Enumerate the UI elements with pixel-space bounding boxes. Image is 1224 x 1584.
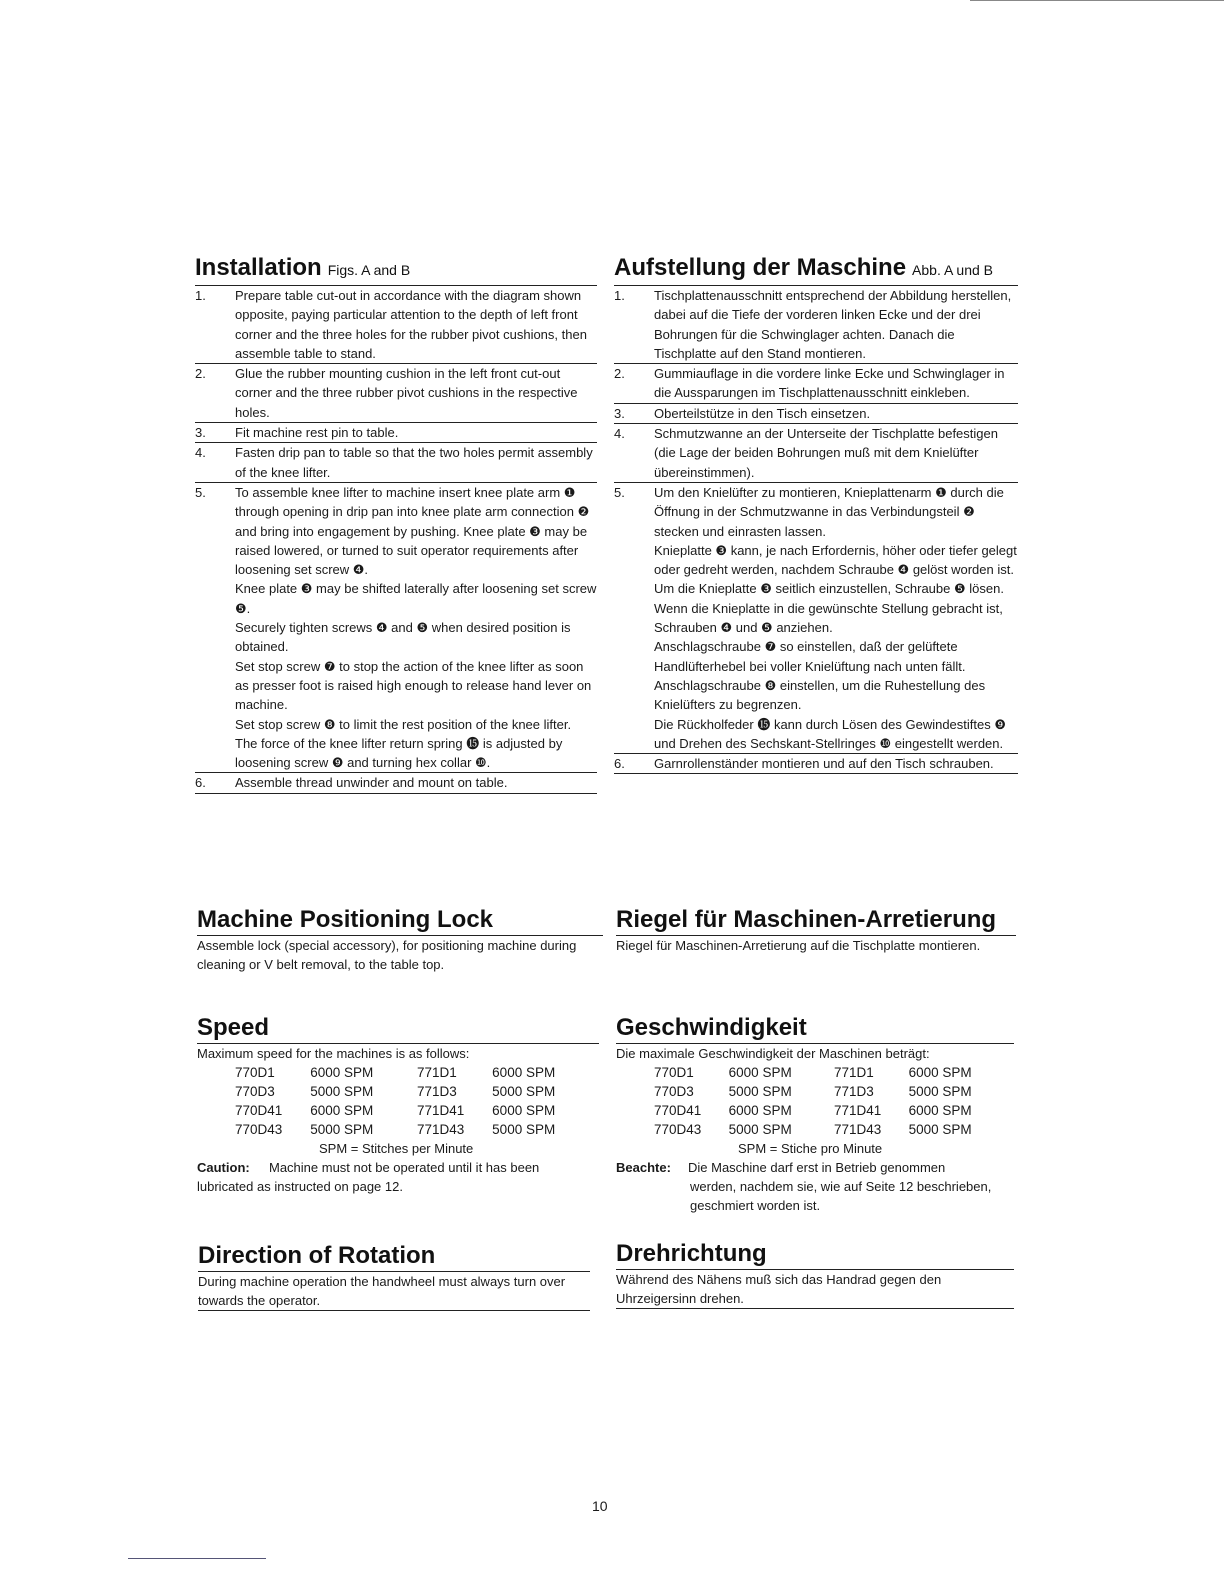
rotation-en-title: Direction of Rotation (198, 1242, 590, 1272)
machine-speed: 5000 SPM (908, 1084, 972, 1099)
machine-model: 771D43 (833, 1122, 882, 1137)
step-number: 1. (614, 288, 625, 303)
step-body (654, 424, 1018, 482)
rotation-de-title: Drehrichtung (616, 1240, 1014, 1270)
speed-de-note: SPM = Stiche pro Minute (738, 1141, 883, 1156)
speed-en-caution (197, 1158, 599, 1177)
installation-section (195, 254, 597, 794)
machine-model: 771D41 (416, 1103, 465, 1118)
machine-model: 770D1 (654, 1065, 694, 1080)
step-paragraph: The force of the knee lifter return spring ⓯ is adjusted by loosening screw ❾ and turning hex collar ❿. (235, 735, 563, 771)
step-body (235, 364, 597, 422)
caution-text-line1: Machine must not be operated until it has been (269, 1160, 540, 1175)
machine-speed: 5000 SPM (728, 1084, 792, 1099)
aufstellung-step-5 (614, 483, 1018, 754)
rotation-de-section (616, 1240, 1014, 1309)
step-paragraph: Knee plate ❸ may be shifted laterally after loosening set screw ❺. (235, 581, 597, 616)
step-paragraph: Fit machine rest pin to table. (235, 425, 399, 441)
step-number: 3. (614, 405, 625, 421)
step-paragraph: Anschlagschraube ❼ so einstellen, daß der gelüftete Handlüfterhebel bei voller Knielüftung nach unten fällt. (654, 639, 966, 674)
aufstellung-step-2 (614, 364, 1018, 404)
step-paragraph: Set stop screw ❼ to stop the action of the knee lifter as soon as presser foot is raised high enough to release hand lever on machine. (235, 658, 592, 713)
step-paragraph: Set stop screw ❽ to limit the rest position of the knee lifter. (235, 716, 572, 732)
speed-en-intro: Maximum speed for the machines is as follows: (197, 1046, 470, 1061)
step-paragraph: Knieplatte ❸ kann, je nach Erfordernis, höher oder tiefer gelegt oder gedreht werden, nachdem Schraube ❹ gelöst worden ist. (654, 542, 1017, 578)
step-number: 6. (195, 775, 206, 791)
machine-speed: 6000 SPM (492, 1065, 556, 1080)
machine-speed: 5000 SPM (492, 1084, 556, 1099)
step-body (654, 754, 1018, 773)
machine-speed: 6000 SPM (908, 1065, 972, 1080)
speed-row (654, 1063, 1014, 1082)
top-edge-rule (970, 0, 1224, 1)
aufstellung-steps (614, 286, 1018, 774)
installation-title: Installation (195, 254, 322, 281)
step-paragraph: Oberteilstütze in den Tisch einsetzen. (654, 405, 871, 421)
step-paragraph: Tischplattenausschnitt entsprechend der Abbildung herstellen, dabei auf die Tiefe der vorderen linken Ecke und der drei Bohrungen für die Schwinglager achten. Danach die Tischplatte auf den Stand montieren. (654, 288, 1012, 361)
speed-en-note: SPM = Stitches per Minute (319, 1141, 474, 1156)
speed-de-section (616, 1014, 1014, 1215)
installation-step-2 (195, 364, 597, 423)
installation-step-1 (195, 286, 597, 364)
machine-model: 770D3 (654, 1084, 694, 1099)
step-paragraph: Prepare table cut-out in accordance with the diagram shown opposite, paying particular attention to the depth of left front corner and the three holes for the rubber pivot cushions, then assemble table to stand. (235, 288, 587, 361)
installation-step-4 (195, 443, 597, 483)
step-body (654, 404, 1018, 423)
machine-speed: 6000 SPM (728, 1103, 792, 1118)
page-number: 10 (592, 1498, 608, 1514)
step-body (654, 483, 1018, 753)
machine-speed: 6000 SPM (908, 1103, 972, 1118)
lock-de-section (616, 906, 1016, 955)
machine-speed: 5000 SPM (492, 1122, 556, 1137)
step-paragraph: Wenn die Knieplatte in die gewünschte Stellung gebracht ist, Schrauben ❹ und ❺ anziehen. (654, 600, 1003, 636)
step-body (654, 286, 1018, 363)
machine-model: 771D1 (833, 1065, 874, 1080)
step-body (235, 286, 597, 363)
rotation-en-section (198, 1242, 590, 1311)
machine-model: 771D3 (833, 1084, 874, 1099)
machine-speed: 5000 SPM (310, 1084, 374, 1099)
lock-de-text: Riegel für Maschinen-Arretierung auf die Tischplatte montieren. (616, 938, 981, 953)
step-number: 4. (614, 426, 625, 442)
step-number: 3. (195, 425, 206, 441)
step-body (235, 443, 597, 482)
step-paragraph: Um die Knieplatte ❸ seitlich einzustellen, Schraube ❺ lösen. (654, 581, 1004, 597)
aufstellung-step-4 (614, 424, 1018, 483)
step-paragraph: Die Rückholfeder ⓯ kann durch Lösen des Gewindestiftes ❾ und Drehen des Sechskant-Stellringes ❿ eingestellt werden. (654, 716, 1007, 751)
caution-label: Caution: (197, 1160, 250, 1175)
machine-speed: 6000 SPM (310, 1065, 374, 1080)
machine-speed: 5000 SPM (908, 1122, 972, 1137)
speed-de-intro: Die maximale Geschwindigkeit der Maschinen beträgt: (616, 1046, 930, 1061)
machine-model: 771D1 (416, 1065, 457, 1080)
installation-steps (195, 286, 597, 794)
step-paragraph: Assemble thread unwinder and mount on table. (235, 775, 508, 791)
speed-row (235, 1101, 599, 1120)
step-number: 4. (195, 445, 206, 461)
step-paragraph: To assemble knee lifter to machine insert knee plate arm ❶ through opening in drip pan into knee plate arm connection ❷ and bring into engagement by pushing. Knee plate ❸ may be raised lowered, or turned to suit operator requirements after loosening set screw ❹. (235, 484, 590, 578)
aufstellung-title: Aufstellung der Maschine (614, 254, 907, 281)
speed-row (654, 1120, 1014, 1139)
speed-row (235, 1082, 599, 1101)
machine-model: 771D3 (416, 1084, 457, 1099)
speed-row (654, 1101, 1014, 1120)
lock-en-section (197, 906, 603, 974)
step-number: 5. (614, 484, 625, 500)
lock-en-title: Machine Positioning Lock (197, 906, 603, 936)
aufstellung-heading (614, 254, 1018, 286)
machine-model: 770D41 (654, 1103, 702, 1118)
caution-text-line2: lubricated as instructed on page 12. (197, 1179, 403, 1194)
bottom-edge-rule (128, 1558, 266, 1559)
step-number: 2. (614, 366, 625, 382)
step-paragraph: Anschlagschraube ❽ einstellen, um die Ruhestellung des Knielüfters zu begrenzen. (654, 677, 986, 713)
speed-de-title: Geschwindigkeit (616, 1014, 1014, 1044)
aufstellung-section (614, 254, 1018, 774)
speed-row (654, 1082, 1014, 1101)
aufstellung-step-6 (614, 754, 1018, 774)
installation-step-5 (195, 483, 597, 773)
step-paragraph: Fasten drip pan to table so that the two holes permit assembly of the knee lifter. (235, 445, 593, 480)
speed-en-title: Speed (197, 1014, 599, 1044)
step-paragraph: Gummiauflage in die vordere linke Ecke und Schwinglager in die Aussparungen im Tischplattenausschnitt einkleben. (654, 366, 1005, 401)
machine-model: 770D3 (235, 1084, 275, 1099)
machine-speed: 6000 SPM (728, 1065, 792, 1080)
aufstellung-step-1 (614, 286, 1018, 364)
rotation-de-text: Während des Nähens muß sich das Handrad gegen den Uhrzeigersinn drehen. (616, 1270, 1014, 1309)
speed-en-table (235, 1063, 599, 1139)
speed-de-table (654, 1063, 1014, 1139)
lock-en-text: Assemble lock (special accessory), for positioning machine during cleaning or V belt removal, to the table top. (197, 938, 577, 972)
machine-speed: 6000 SPM (492, 1103, 556, 1118)
step-body (235, 423, 597, 442)
step-number: 2. (195, 366, 206, 382)
beachte-text-line1: Die Maschine darf erst in Betrieb genommen (688, 1160, 946, 1175)
machine-model: 771D43 (416, 1122, 465, 1137)
step-body (235, 773, 597, 792)
machine-model: 770D43 (654, 1122, 702, 1137)
speed-en-section (197, 1014, 599, 1196)
rotation-en-text: During machine operation the handwheel must always turn over towards the operator. (198, 1272, 590, 1311)
beachte-text-line2: werden, nachdem sie, wie auf Seite 12 beschrieben, geschmiert worden ist. (690, 1179, 992, 1213)
step-paragraph: Schmutzwanne an der Unterseite der Tischplatte befestigen (die Lage der beiden Bohrungen muß mit dem Knielüfter übereinstimmen). (654, 426, 998, 480)
step-paragraph: Securely tighten screws ❹ and ❺ when desired position is obtained. (235, 620, 571, 655)
machine-speed: 6000 SPM (310, 1103, 374, 1118)
aufstellung-subtitle: Abb. A und B (912, 262, 994, 278)
machine-model: 770D1 (235, 1065, 275, 1080)
step-paragraph: Um den Knielüfter zu montieren, Knieplattenarm ❶ durch die Öffnung in der Schmutzwanne in das Verbindungsteil ❷ stecken und einrasten lassen. (654, 484, 1004, 539)
machine-model: 771D41 (833, 1103, 882, 1118)
step-paragraph: Glue the rubber mounting cushion in the left front cut-out corner and the three rubber pivot cushions in the respective holes. (235, 366, 578, 420)
machine-speed: 5000 SPM (310, 1122, 374, 1137)
speed-row (235, 1120, 599, 1139)
machine-model: 770D43 (235, 1122, 283, 1137)
step-number: 1. (195, 288, 206, 303)
installation-step-3 (195, 423, 597, 443)
machine-model: 770D41 (235, 1103, 283, 1118)
installation-step-6 (195, 773, 597, 793)
step-number: 6. (614, 756, 625, 772)
speed-row (235, 1063, 599, 1082)
step-paragraph: Garnrollenständer montieren und auf den Tisch schrauben. (654, 756, 994, 772)
beachte-label: Beachte: (616, 1160, 671, 1175)
step-body (235, 483, 597, 772)
machine-speed: 5000 SPM (728, 1122, 792, 1137)
installation-heading (195, 254, 597, 286)
lock-de-title: Riegel für Maschinen-Arretierung (616, 906, 1016, 936)
step-body (654, 364, 1018, 403)
speed-de-caution (616, 1158, 1014, 1177)
installation-subtitle: Figs. A and B (327, 262, 411, 278)
aufstellung-step-3 (614, 404, 1018, 424)
step-number: 5. (195, 484, 206, 500)
